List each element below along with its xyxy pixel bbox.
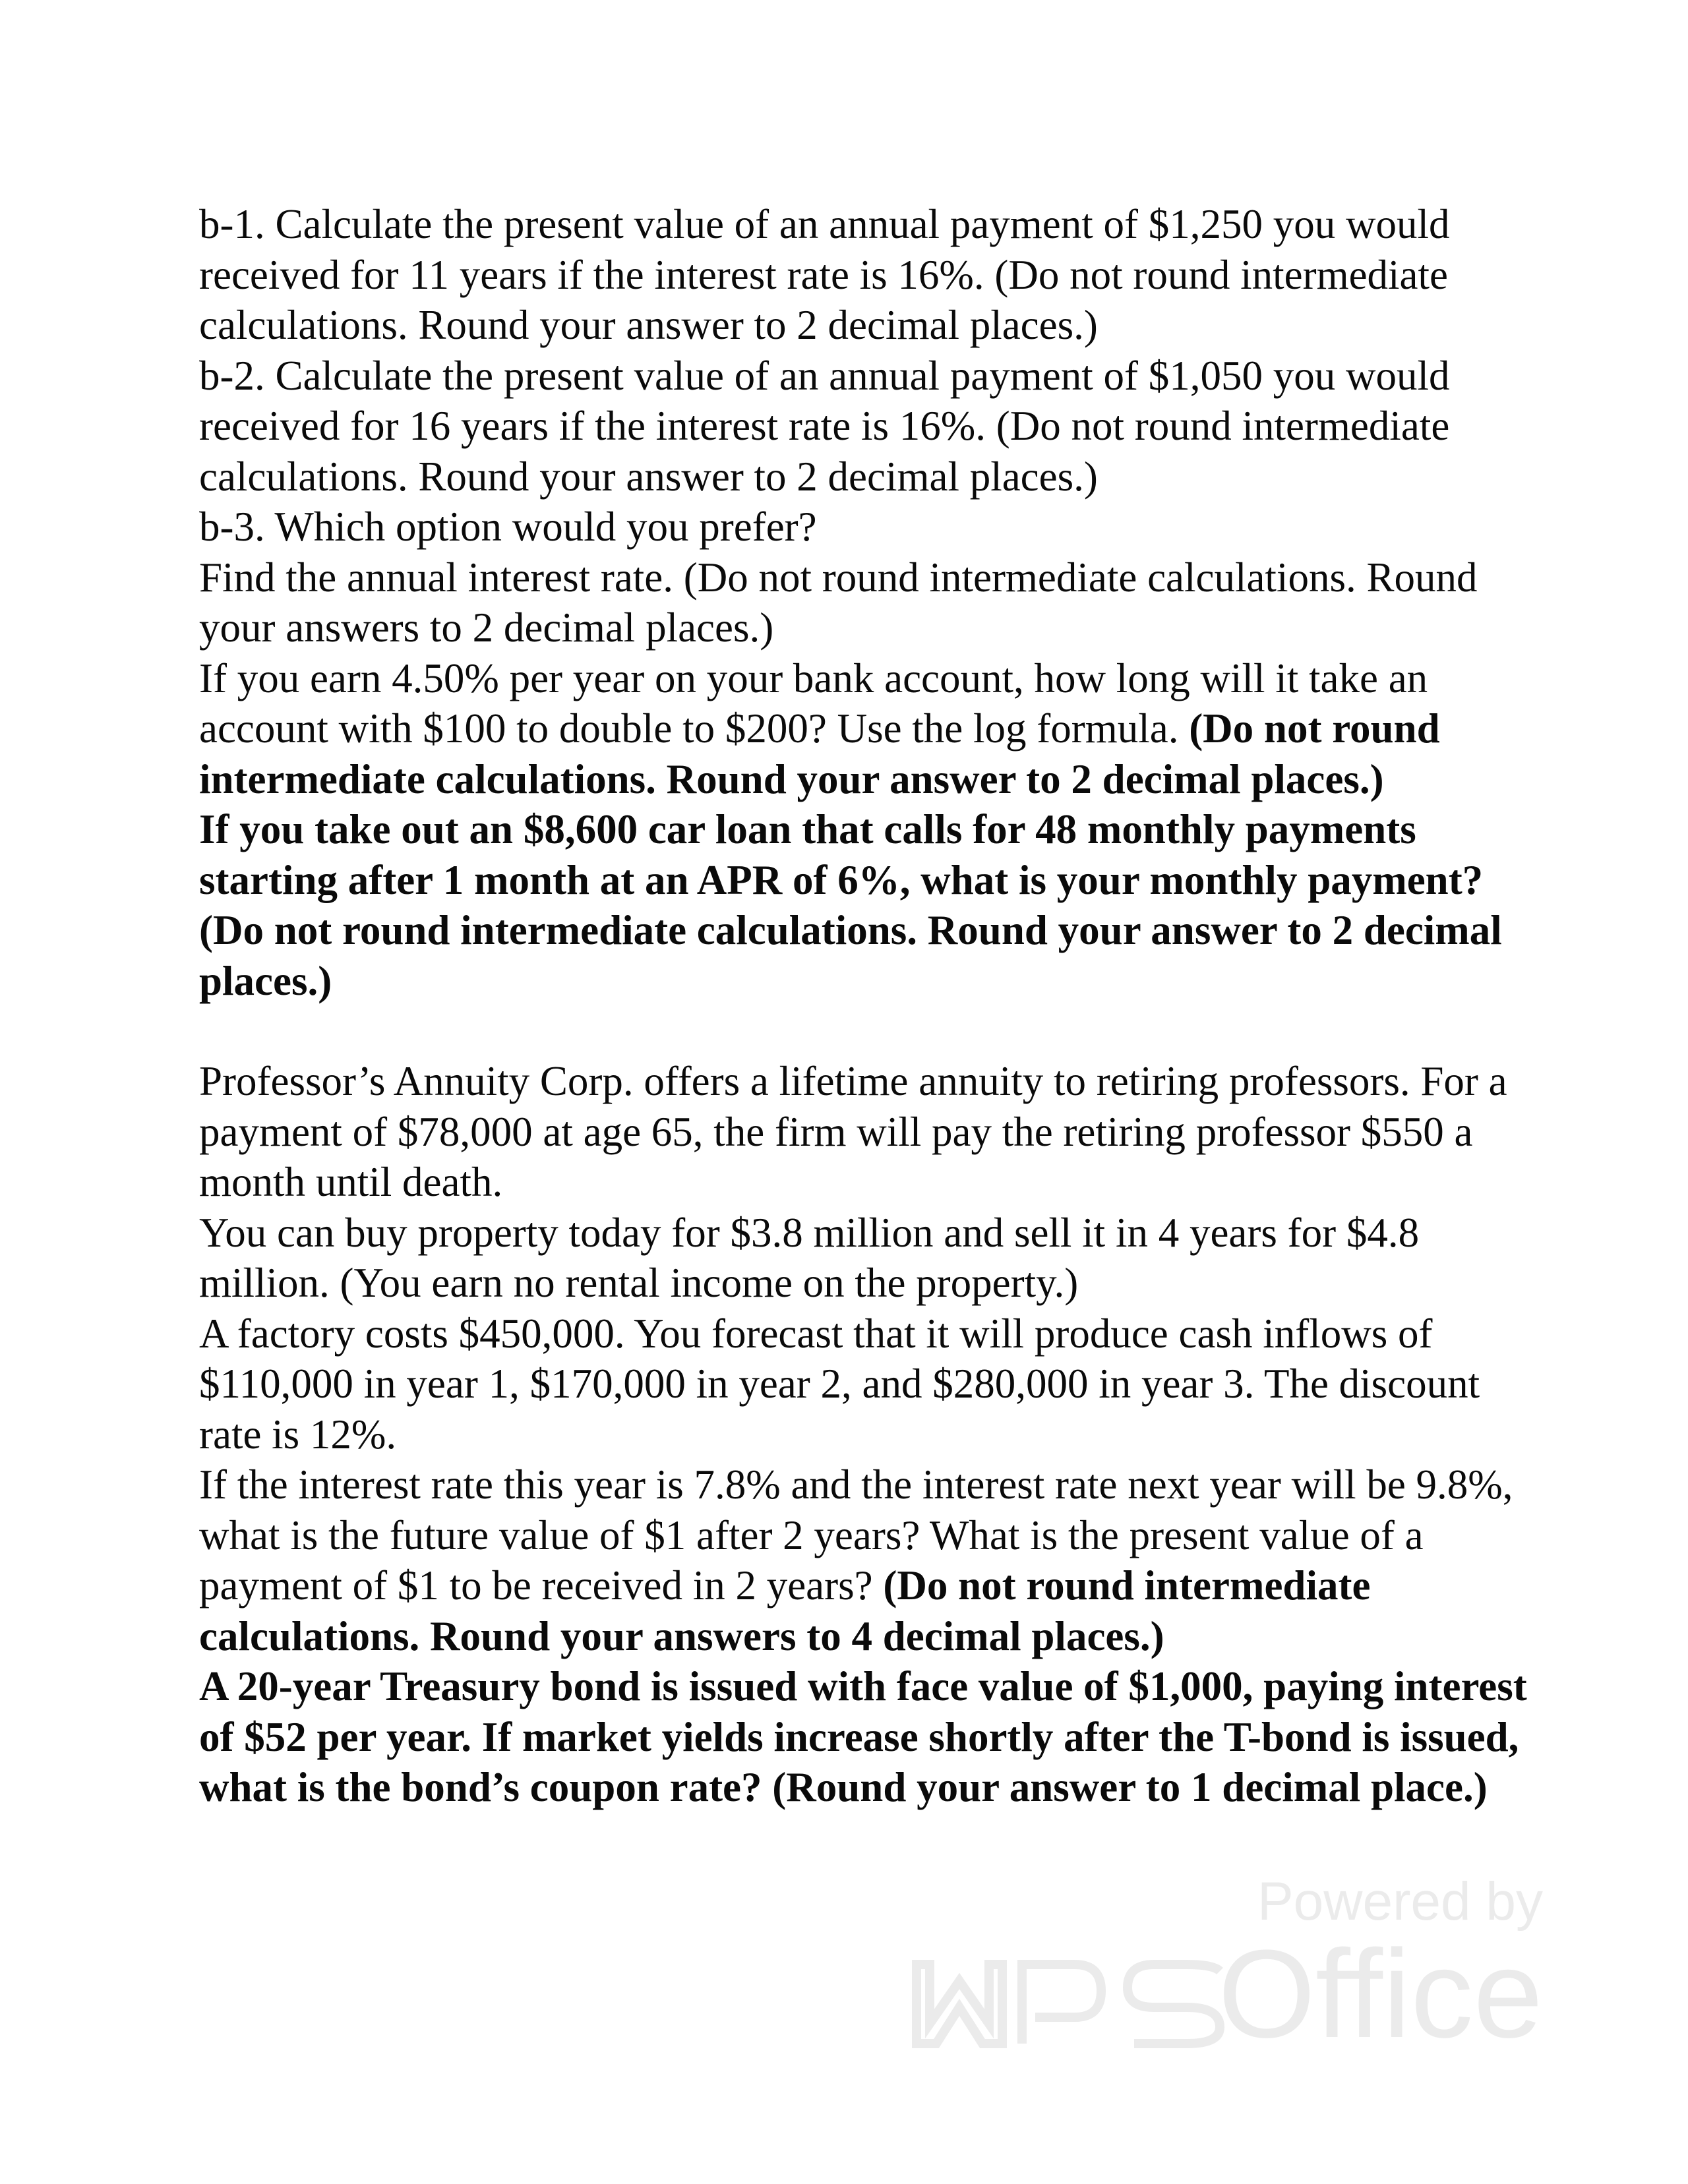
document-body: [199, 199, 1531, 1813]
text-segment: If you earn 4.50% per year on your bank account, how long will it take an account with $100 to double to $200? Use the log formula.: [199, 655, 1428, 752]
text-segment: A factory costs $450,000. You forecast that it will produce cash inflows of $110,000 in year 1, $170,000 in year 2, and $280,000 in year 3. The discount rate is 12%.: [199, 1310, 1480, 1458]
text-segment: b-1. Calculate the present value of an annual payment of $1,250 you would received for 11 years if the interest rate is 16%. (Do not round intermediate calculations. Round your answer to 2 decimal places.): [199, 201, 1450, 348]
office-logo-text: Office: [1218, 1924, 1543, 2064]
text-segment-bold: A 20-year Treasury bond is issued with face value of $1,000, paying interest of $52 per year. If market yields increase shortly after the T-bond is issued, what is the bond’s coupon rate? (Round your answer to 1 decimal place.): [199, 1663, 1527, 1810]
text-segment: Professor’s Annuity Corp. offers a lifetime annuity to retiring professors. For a payment of $78,000 at age 65, the firm will pay the retiring professor $550 a month until death.: [199, 1058, 1507, 1205]
paragraph-annuity: [199, 1056, 1531, 1208]
text-segment: If the interest rate this year is 7.8% and the interest rate next year will be 9.8%, what is the future value of $1 after 2 years? What is the present value of a payment of $1 to be received in 2 years?: [199, 1461, 1513, 1608]
text-segment-bold: (Do not round intermediate calculations. Round your answers to 4 decimal places.): [199, 1562, 1371, 1659]
text-segment-bold: If you take out an $8,600 car loan that calls for 48 monthly payments starting after 1 month at an APR of 6%, what is your monthly payment? (Do not round intermediate calculations. Round your answer to 2 decimal places.): [199, 806, 1502, 1004]
text-segment: Find the annual interest rate. (Do not round intermediate calculations. Round your answers to 2 decimal places.): [199, 554, 1478, 651]
paragraph-property: [199, 1208, 1531, 1309]
paragraph-b1: [199, 199, 1531, 351]
paragraph-b3: [199, 502, 1531, 552]
paragraph-factory: [199, 1309, 1531, 1460]
powered-by-text: Powered by: [1257, 1872, 1543, 1932]
wps-watermark: [910, 1872, 1543, 2063]
wps-logo-icon: [910, 1951, 1240, 2057]
paragraph-gap: [199, 1006, 1531, 1056]
text-segment: b-2. Calculate the present value of an annual payment of $1,050 you would received for 16 years if the interest rate is 16%. (Do not round intermediate calculations. Round your answer to 2 decimal places.): [199, 352, 1450, 500]
text-segment-bold: (Do not round intermediate calculations. Round your answer to 2 decimal places.): [199, 705, 1440, 802]
paragraph-treasury-bond: [199, 1661, 1531, 1813]
text-segment: b-3. Which option would you prefer?: [199, 504, 817, 550]
paragraph-future-value: [199, 1460, 1531, 1661]
paragraph-b2: [199, 351, 1531, 502]
paragraph-interest-rate: [199, 552, 1531, 653]
paragraph-car-loan: [199, 804, 1531, 1006]
paragraph-double-account: [199, 653, 1531, 805]
text-segment: You can buy property today for $3.8 million and sell it in 4 years for $4.8 million. (You earn no rental income on the property.): [199, 1209, 1420, 1306]
